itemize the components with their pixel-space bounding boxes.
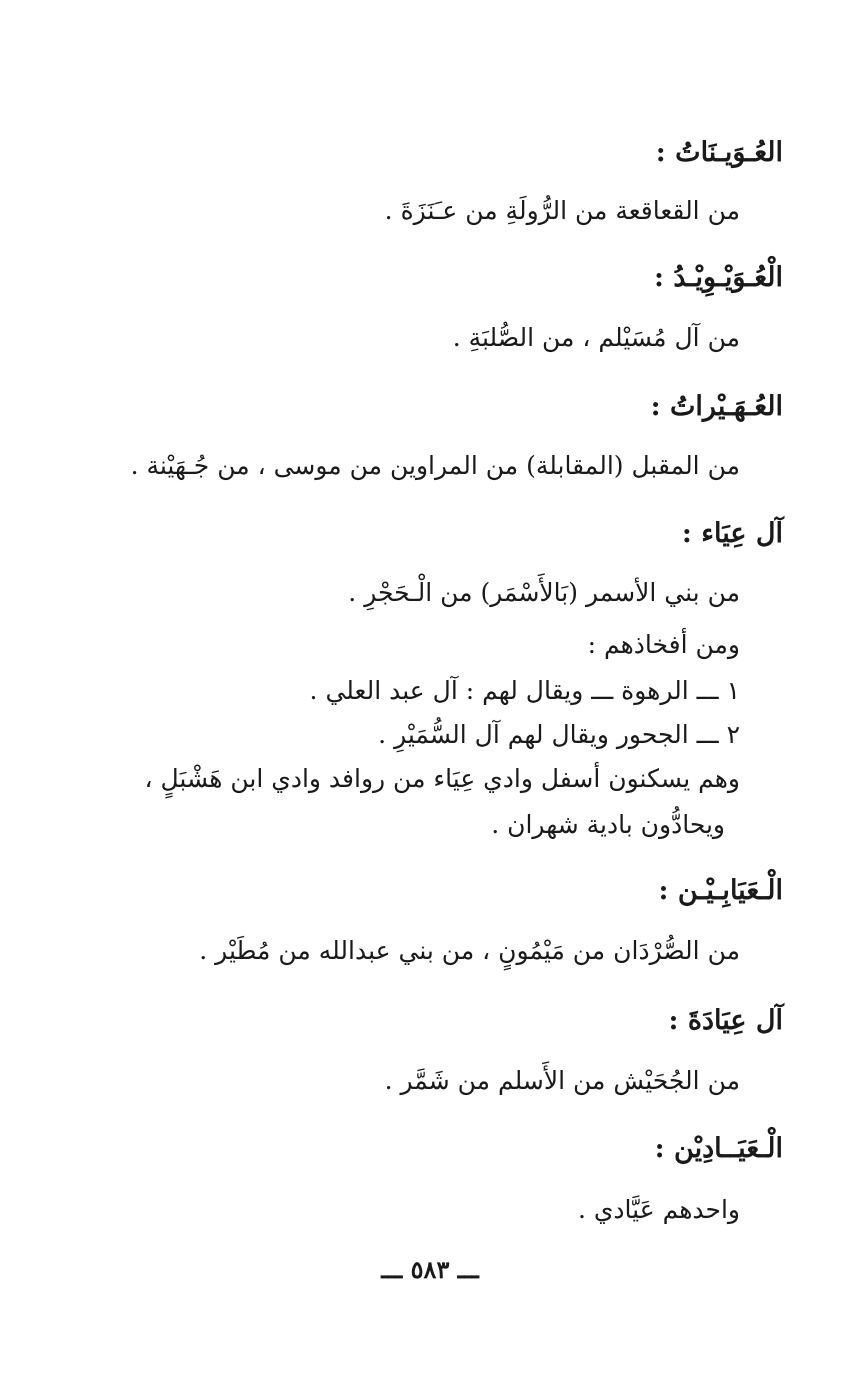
entry-line: من آل مُسَيْلم ، من الصُّلبَةِ .	[452, 323, 740, 352]
entry-line: من الجُحَيْش من الأَسلم من شَمَّر .	[384, 1066, 740, 1095]
entry-line: من بني الأسمر (بَالأَسْمَر) من الْـحَجْرِ .	[348, 578, 740, 607]
entry-heading: العُـوَيـنَاتُ :	[655, 137, 783, 168]
entry-line: من الصُّرْدَان من مَيْمُونٍ ، من بني عبدالله من مُطَيْر .	[199, 936, 740, 965]
entry-heading: العُـهَـيْراتُ :	[650, 391, 783, 422]
entry-line: ويحادُّون بادية شهران .	[491, 810, 725, 839]
entry-line: ١ ـــ الرهوة ـــ ويقال لهم : آل عبد العلي .	[309, 676, 740, 705]
entry-heading: آل عِيَاء :	[681, 518, 783, 549]
page-number: ـــ ٥٨٣ ـــ	[381, 1255, 479, 1284]
entry-heading: الْـعَيَابِـيْـن :	[658, 875, 783, 906]
entry-line: من القعاقعة من الرُّولَةِ من عـَنَزَةَ .	[384, 196, 740, 225]
entry-heading: الْعُـوَيْـوِيْـدُ :	[654, 262, 783, 293]
entry-line: من المقبل (المقابلة) من المراوين من موسى ، من جُـهَيْنة .	[130, 451, 740, 480]
entry-heading: آل عِيَادَةَ :	[668, 1005, 783, 1036]
entry-heading: الْـعَيَــادِيْن :	[654, 1133, 783, 1164]
entry-line: ومن أفخاذهم :	[587, 630, 740, 659]
entry-line: ٢ ـــ الجحور ويقال لهم آل السُّمَيْرِ .	[378, 720, 740, 749]
entry-line: واحدهم عَيَّادي .	[577, 1195, 740, 1224]
entry-line: وهم يسكنون أسفل وادي عِيَاء من روافد وادي ابن هَشْبَلٍ ،	[144, 764, 740, 793]
